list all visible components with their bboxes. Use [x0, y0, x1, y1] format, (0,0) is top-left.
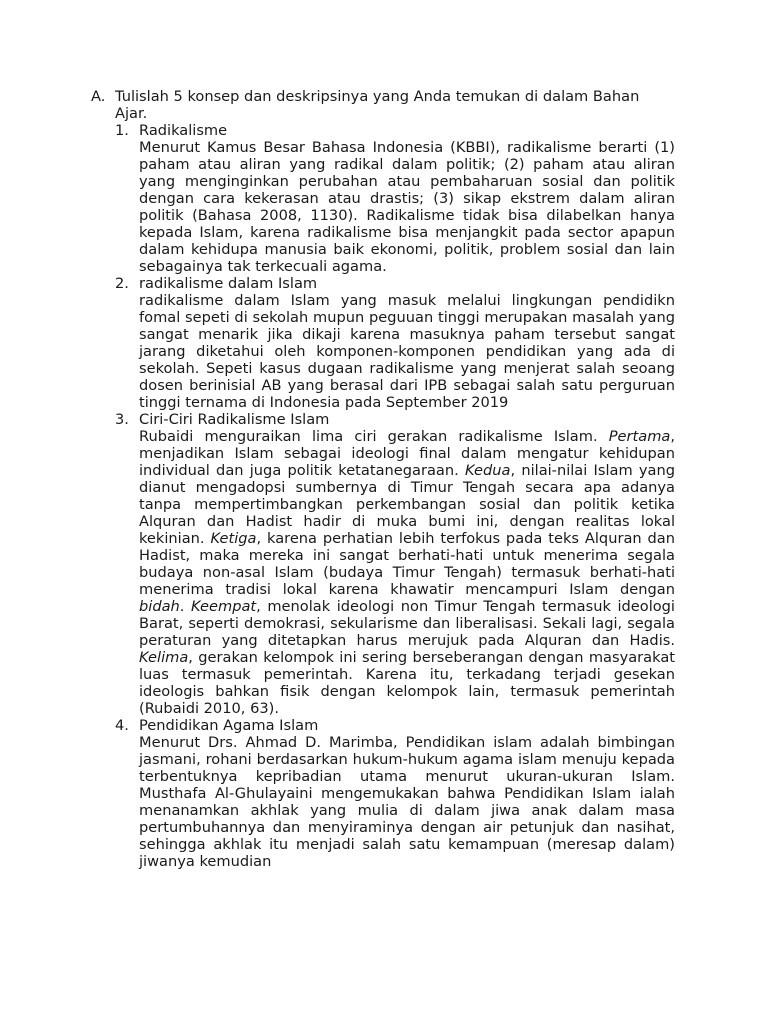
text-segment: , karena perhatian lebih terfokus pada teks Alquran dan Hadist, maka mereka ini sangat berhati-hati untuk menerima segala budaya non-asal Islam (budaya Timur Tengah) termasuk berhati-hati menerima tradisi lokal karena khawatir mencampuri Islam dengan: [139, 530, 675, 598]
section-marker: A.: [91, 88, 106, 105]
item-description: Menurut Drs. Ahmad D. Marimba, Pendidikan islam adalah bimbingan jasmani, rohani berdasarkan hukum-hukum agama islam menuju kepada terbentuknya kepribadian utama menurut ukuran-ukuran Islam. Musthafa Al-Ghulayaini mengemukakan bahwa Pendidikan Islam ialah menanamkan akhlak yang mulia di dalam jiwa anak dalam masa pertumbuhannya dan menyiraminya dengan air petunjuk dan nasihat, sehingga akhlak itu menjadi salah satu kemampuan (meresap dalam) jiwanya kemudian: [139, 734, 675, 870]
item-content: [139, 275, 675, 411]
item-heading: Radikalisme: [139, 122, 228, 139]
concept-list: [91, 122, 675, 870]
list-item: [91, 717, 675, 870]
text-segment: , gerakan kelompok ini sering berseberangan dengan masyarakat luas termasuk pemerintah. Karena itu, terkadang terjadi gesekan ideologis bahkan fisik dengan kelompok lain, termasuk pemerintah (Rubaidi 2010, 63).: [139, 649, 675, 717]
item-content: [139, 122, 675, 275]
item-heading: Pendidikan Agama Islam: [139, 717, 319, 734]
section-instruction: Tulislah 5 konsep dan deskripsinya yang Anda temukan di dalam Bahan Ajar.: [115, 88, 640, 122]
item-number: 4.: [115, 717, 129, 734]
item-description: Menurut Kamus Besar Bahasa Indonesia (KBBI), radikalisme berarti (1) paham atau aliran yang radikal dalam politik; (2) paham atau aliran yang menginginkan perubahan atau pembaharuan sosial dan politik dengan cara kekerasan atau drastis; (3) sikap ekstrem dalam aliran politik (Bahasa 2008, 1130). Radikalisme tidak bisa dilabelkan hanya kepada Islam, karena radikalisme bisa menjangkit pada sector apapun dalam kehidupa manusia baik ekonomi, politik, problem sosial dan lain sebagainya tak terkecuali agama.: [139, 139, 675, 275]
section-a: [91, 88, 675, 870]
item-heading: radikalisme dalam Islam: [139, 275, 318, 292]
emphasis-bidah: bidah: [139, 598, 180, 615]
item-number: 2.: [115, 275, 129, 292]
item-content: [139, 411, 675, 717]
list-item: [91, 411, 675, 717]
emphasis-kedua: Kedua: [464, 462, 511, 479]
text-segment: .: [179, 598, 191, 615]
item-description: [139, 428, 675, 717]
text-segment: , menolak ideologi non Timur Tengah termasuk ideologi Barat, seperti demokrasi, sekularisme dan liberalisasi. Sekali lagi, segala peraturan yang ditetapkan harus merujuk pada Alquran dan Hadis.: [139, 598, 675, 649]
emphasis-kelima: Kelima: [139, 649, 189, 666]
text-segment: , nilai-nilai Islam yang dianut mengadopsi sumbernya di Timur Tengah secara apa adanya tanpa mempertimbangkan perkembangan sosial dan politik ketika Alquran dan Hadist hadir di muka bumi ini, dengan realitas lokal kekinian.: [139, 462, 675, 547]
text-segment: , menjadikan Islam sebagai ideologi final dalam mengatur kehidupan individual dan juga politik ketatanegaraan.: [139, 428, 675, 479]
item-number: 1.: [115, 122, 129, 139]
emphasis-pertama: Pertama: [608, 428, 671, 445]
item-number: 3.: [115, 411, 129, 428]
list-item: [91, 122, 675, 275]
item-heading: Ciri-Ciri Radikalisme Islam: [139, 411, 330, 428]
item-content: [139, 717, 675, 870]
emphasis-keempat: Keempat: [190, 598, 257, 615]
list-item: [91, 275, 675, 411]
section-heading: [91, 88, 675, 122]
emphasis-ketiga: Ketiga: [210, 530, 257, 547]
text-segment: Rubaidi menguraikan lima ciri gerakan radikalisme Islam.: [139, 428, 609, 445]
item-description: radikalisme dalam Islam yang masuk melalui lingkungan pendidikn fomal sepeti di sekolah mupun peguuan tinggi merupakan masalah yang sangat menarik jika dikaji karena masuknya paham tersebut sangat jarang diketahui oleh komponen-komponen pendidikan yang ada di sekolah. Sepeti kasus dugaan radikalisme yang menjerat salah seoang dosen berinisial AB yang berasal dari IPB sebagai salah satu perguruan tinggi ternama di Indonesia pada September 2019: [139, 292, 675, 411]
